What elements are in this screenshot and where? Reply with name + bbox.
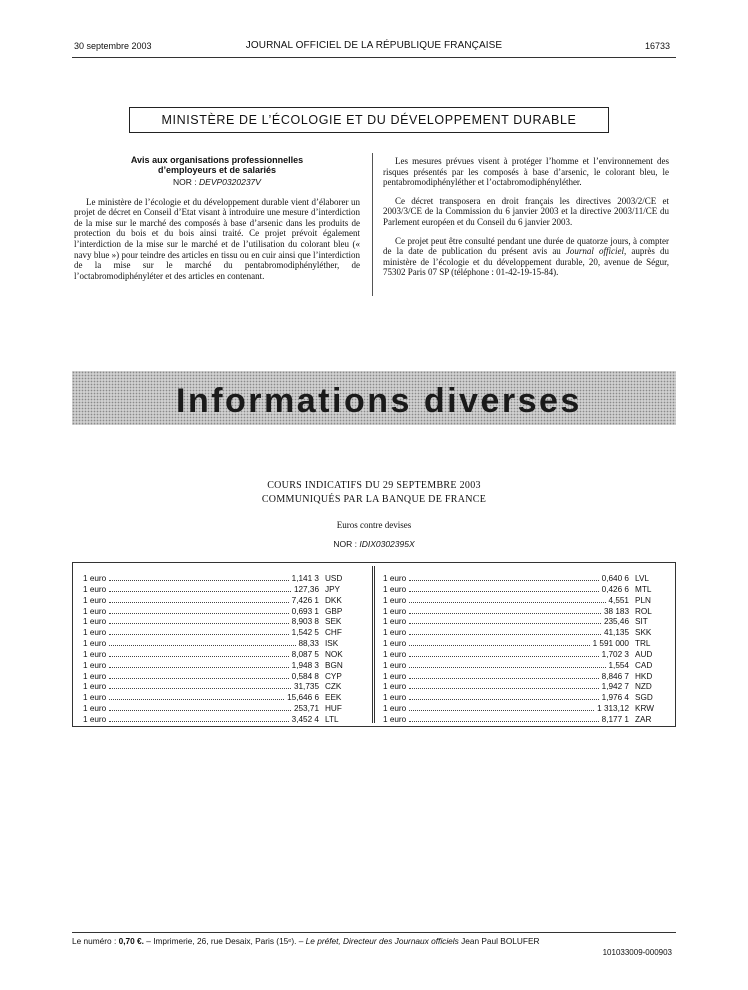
rates-column-divider — [372, 566, 375, 723]
avis-left-column — [74, 155, 360, 281]
currency-code: BGN — [325, 660, 343, 670]
rate-value: 15,646 6 — [287, 693, 319, 703]
avis-nor — [74, 177, 360, 188]
rate-label: 1 euro — [383, 595, 407, 605]
currency-code: KRW — [635, 704, 654, 714]
rate-leader-dots — [409, 687, 598, 689]
rate-leader-dots — [409, 709, 594, 711]
rate-leader-dots — [109, 633, 288, 635]
currency-code: SEK — [325, 617, 342, 627]
currency-code: CZK — [325, 682, 342, 692]
currency-code: CYP — [325, 671, 342, 681]
ministry-title: MINISTÈRE DE L’ÉCOLOGIE ET DU DÉVELOPPEMENT DURABLE — [161, 113, 577, 127]
rate-value: 41,135 — [603, 628, 629, 638]
rate-label: 1 euro — [83, 660, 107, 670]
rate-value: 31,735 — [293, 682, 319, 692]
currency-code: NZD — [635, 682, 652, 692]
currency-code: SIT — [635, 617, 648, 627]
currency-code: CHF — [325, 628, 342, 638]
avis-paragraph-1: Le ministère de l’écologie et du développement durable vient d’élaborer un projet de décret en Conseil d’Etat visant à introduire une mesure d’interdiction de la mise sur le marché des composés à base d’arsenic dans les produits de protection du bois et du bois ainsi traité. Ce projet prévoit également l’interdiction de la mise sur le marché et de l’utilisation du colorant bleu (« navy blue ») pour teindre des articles en tissu ou en cuir ainsi que l’interdiction de la mise sur le marché du pentabromodiphényléther, de l’octabromodiphényléter et des articles en contenant. — [74, 196, 360, 281]
rate-value: 1,948 3 — [291, 660, 319, 670]
rate-row — [383, 715, 665, 726]
avis-paragraph-4-start: Ce projet peut être consulté pendant une durée de quatorze jours, à compter de la date de publication du présent avis au — [383, 235, 669, 257]
currency-code: PLN — [635, 595, 651, 605]
rate-row — [83, 596, 355, 607]
rate-label: 1 euro — [383, 704, 407, 714]
cours-title-line2: COMMUNIQUÉS PAR LA BANQUE DE FRANCE — [261, 494, 487, 505]
rate-label: 1 euro — [383, 649, 407, 659]
rate-row — [383, 639, 665, 650]
rate-label: 1 euro — [83, 628, 107, 638]
rate-row — [383, 693, 665, 704]
rate-label: 1 euro — [83, 639, 107, 649]
rates-left-column — [83, 574, 355, 726]
rate-leader-dots — [109, 590, 291, 592]
currency-code: SGD — [635, 693, 653, 703]
currency-code: ISK — [325, 639, 339, 649]
cours-title-line1: COURS INDICATIFS DU 29 SEPTEMBRE 2003 — [267, 480, 481, 491]
avis-title — [74, 155, 360, 175]
rate-leader-dots — [109, 579, 288, 581]
rate-leader-dots — [409, 677, 598, 679]
banner-title: Informations diverses — [176, 382, 582, 420]
rate-row — [83, 639, 355, 650]
footer-text-a: Le numéro : — [72, 936, 119, 946]
avis-right-column — [383, 156, 669, 286]
rate-leader-dots — [409, 698, 598, 700]
header-rule — [72, 57, 676, 58]
rate-row — [383, 650, 665, 661]
currency-code: SKK — [635, 628, 652, 638]
currency-code: TRL — [635, 639, 651, 649]
rate-row — [83, 682, 355, 693]
rate-label: 1 euro — [83, 671, 107, 681]
footer-text-c: Le préfet, Directeur des Journaux officiels — [305, 936, 459, 946]
currency-code: CAD — [635, 660, 653, 670]
rates-right-column — [383, 574, 665, 726]
footer-text-d: Jean Paul BOLUFER — [458, 936, 540, 946]
rate-value: 1,141 3 — [291, 574, 319, 583]
rate-label: 1 euro — [383, 628, 407, 638]
rate-row — [83, 672, 355, 683]
cours-nor-value: IDIX0302395X — [359, 539, 415, 549]
rate-row — [383, 672, 665, 683]
currency-code: USD — [325, 574, 343, 583]
rate-row — [83, 661, 355, 672]
rate-value: 8,087 5 — [291, 649, 319, 659]
avis-nor-label: NOR : — [173, 177, 197, 187]
footer-code: 101033009-000903 — [602, 948, 672, 957]
header-page-number: 16733 — [644, 41, 670, 51]
rate-row — [383, 704, 665, 715]
avis-paragraph-4-end: , auprès du ministère de l’écologie et du développement durable, 20, avenue de Ségur, 75302 Paris 07 SP (téléphone : 01-42-19-15-84). — [383, 246, 669, 278]
rate-value: 3,452 4 — [291, 714, 319, 724]
rate-value: 1,976 4 — [601, 693, 629, 703]
currency-code: HKD — [635, 671, 653, 681]
rate-leader-dots — [409, 612, 601, 614]
footer-price: 0,70 €. — [118, 936, 144, 946]
header-date: 30 septembre 2003 — [74, 41, 152, 51]
rate-label: 1 euro — [83, 617, 107, 627]
rate-row — [83, 715, 355, 726]
rate-value: 1 313,12 — [597, 704, 629, 714]
rate-label: 1 euro — [383, 574, 407, 583]
rate-label: 1 euro — [383, 714, 407, 724]
rate-value: 1,542 5 — [291, 628, 319, 638]
cours-subtitle: Euros contre devises — [336, 520, 412, 530]
rate-value: 4,551 — [608, 595, 629, 605]
rate-leader-dots — [409, 601, 605, 603]
journal-officiel-italic: Journal officiel — [565, 246, 625, 257]
currency-code: DKK — [325, 595, 342, 605]
rate-row — [83, 704, 355, 715]
avis-nor-value: DEVP0320237V — [199, 177, 261, 187]
rate-label: 1 euro — [83, 693, 107, 703]
currency-code: LVL — [635, 574, 649, 583]
rate-leader-dots — [109, 677, 288, 679]
rate-row — [383, 661, 665, 672]
rate-label: 1 euro — [83, 595, 107, 605]
rate-row — [383, 596, 665, 607]
currency-code: LTL — [325, 714, 339, 724]
rate-row — [83, 628, 355, 639]
footer-text — [72, 936, 539, 946]
ministry-box — [129, 107, 609, 133]
rate-label: 1 euro — [383, 682, 407, 692]
avis-paragraph-3: Ce décret transposera en droit français les directives 2003/2/CE et 2003/3/CE de la Commission du 6 janvier 2003 et la directive 2003/11/CE du Parlement européen et du Conseil du 6 janvier 2003. — [383, 195, 669, 227]
rate-value: 8,177 1 — [601, 714, 629, 724]
rate-row — [383, 574, 665, 585]
rate-row — [83, 607, 355, 618]
currency-code: AUD — [635, 649, 653, 659]
rate-leader-dots — [109, 612, 288, 614]
rate-leader-dots — [109, 666, 288, 668]
footer-text-b: – Imprimerie, 26, rue Desaix, Paris (15ᵉ). – — [143, 936, 306, 946]
rate-leader-dots — [109, 720, 288, 722]
rate-label: 1 euro — [83, 574, 107, 583]
rate-row — [383, 585, 665, 596]
rate-value: 235,46 — [603, 617, 629, 627]
rate-row — [383, 628, 665, 639]
rate-value: 0,426 6 — [601, 584, 629, 594]
rate-value: 0,584 8 — [291, 671, 319, 681]
currency-code: JPY — [325, 584, 341, 594]
rate-value: 1,942 7 — [601, 682, 629, 692]
rate-value: 38 183 — [603, 606, 629, 616]
rate-leader-dots — [409, 622, 601, 624]
currency-code: NOK — [325, 649, 343, 659]
rate-label: 1 euro — [83, 584, 107, 594]
rate-leader-dots — [409, 655, 598, 657]
rate-value: 8,903 8 — [291, 617, 319, 627]
rate-leader-dots — [109, 655, 288, 657]
rate-label: 1 euro — [83, 714, 107, 724]
rate-value: 8,846 7 — [601, 671, 629, 681]
rate-value: 0,640 6 — [601, 574, 629, 583]
rate-row — [83, 650, 355, 661]
footer-rule — [72, 932, 676, 933]
rate-row — [383, 607, 665, 618]
rate-row — [383, 617, 665, 628]
rate-leader-dots — [109, 622, 288, 624]
rate-row — [383, 682, 665, 693]
avis-paragraph-4 — [383, 236, 669, 278]
rate-label: 1 euro — [383, 617, 407, 627]
rate-label: 1 euro — [383, 693, 407, 703]
rate-leader-dots — [109, 601, 288, 603]
rate-leader-dots — [109, 709, 291, 711]
rate-label: 1 euro — [383, 660, 407, 670]
rate-leader-dots — [409, 644, 589, 646]
rate-value: 1,702 3 — [601, 649, 629, 659]
rate-leader-dots — [109, 644, 295, 646]
currency-code: ROL — [635, 606, 652, 616]
rate-row — [83, 693, 355, 704]
rate-label: 1 euro — [383, 584, 407, 594]
rate-leader-dots — [409, 720, 598, 722]
avis-paragraph-2: Les mesures prévues visent à protéger l’homme et l’environnement des risques présentés par les composés à base d’arsenic, le colorant bleu, le pentabromodiphényléther et l’octabromodiphényléther. — [383, 156, 669, 188]
rate-row — [83, 617, 355, 628]
currency-code: HUF — [325, 704, 342, 714]
rate-value: 0,693 1 — [291, 606, 319, 616]
rate-leader-dots — [409, 590, 598, 592]
rate-label: 1 euro — [83, 649, 107, 659]
currency-code: ZAR — [635, 714, 652, 724]
rate-value: 1 591 000 — [592, 639, 629, 649]
rate-leader-dots — [109, 687, 291, 689]
currency-code: MTL — [635, 584, 652, 594]
cours-nor-label: NOR : — [333, 539, 357, 549]
avis-title-line1: Avis aux organisations professionnelles — [130, 155, 304, 165]
rate-row — [83, 585, 355, 596]
column-divider — [372, 153, 373, 296]
rate-value: 7,426 1 — [291, 595, 319, 605]
rate-label: 1 euro — [383, 606, 407, 616]
rate-label: 1 euro — [83, 704, 107, 714]
rate-row — [83, 574, 355, 585]
rate-value: 253,71 — [293, 704, 319, 714]
rate-label: 1 euro — [383, 639, 407, 649]
rate-leader-dots — [409, 579, 598, 581]
rate-value: 127,36 — [293, 584, 319, 594]
avis-title-line2: d’employeurs et de salariés — [157, 165, 277, 175]
currency-code: GBP — [325, 606, 343, 616]
rate-label: 1 euro — [83, 682, 107, 692]
header-journal-title: JOURNAL OFFICIEL DE LA RÉPUBLIQUE FRANÇAISE — [245, 40, 503, 51]
rate-leader-dots — [409, 633, 601, 635]
rate-leader-dots — [409, 666, 605, 668]
rate-value: 88,33 — [298, 639, 319, 649]
rate-label: 1 euro — [83, 606, 107, 616]
rate-value: 1,554 — [608, 660, 629, 670]
rate-label: 1 euro — [383, 671, 407, 681]
currency-code: EEK — [325, 693, 342, 703]
cours-nor — [0, 539, 748, 549]
rate-leader-dots — [109, 698, 284, 700]
